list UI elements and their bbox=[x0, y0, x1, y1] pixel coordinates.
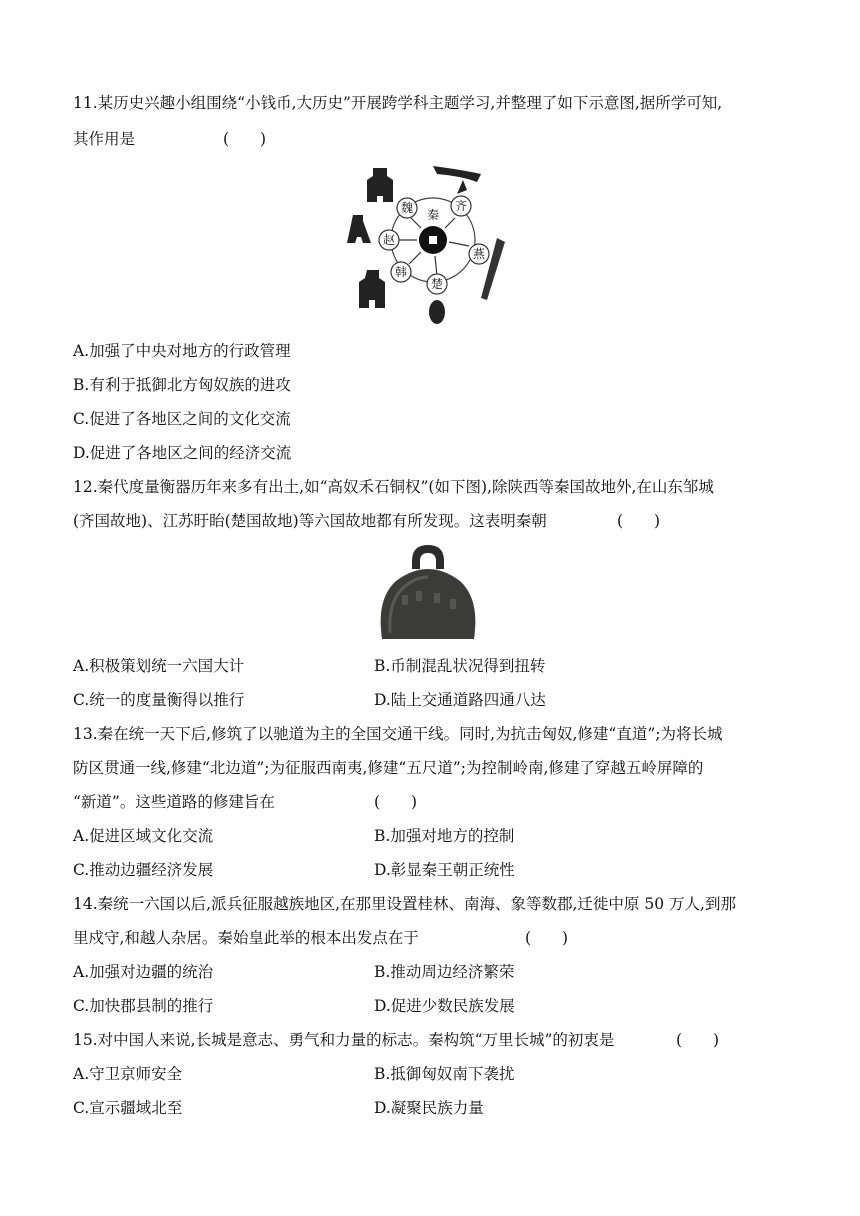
q14-stem-line1: 14.秦统一六国以后,派兵征服越族地区,在那里设置桂林、南海、象等数郡,迁徙中原 50 万人,到那 bbox=[73, 895, 736, 913]
q14-option-d: D.促进少数民族发展 bbox=[374, 997, 515, 1015]
q15-option-c: C.宣示疆域北至 bbox=[73, 1099, 183, 1117]
q12-stem-line2: (齐国故地)、江苏盱眙(楚国故地)等六国故地都有所发现。这表明秦朝 bbox=[73, 512, 547, 530]
q12-option-c: C.统一的度量衡得以推行 bbox=[73, 691, 245, 709]
spade-coin-icon bbox=[367, 168, 393, 202]
q13-option-c: C.推动边疆经济发展 bbox=[73, 861, 214, 879]
q14-stem-line2: 里戍守,和越人杂居。秦始皇此举的根本出发点在于 bbox=[73, 929, 419, 947]
state-label-wei: 魏 bbox=[400, 201, 414, 215]
q13-stem-line3: “新道”。这些道路的修建旨在 bbox=[73, 793, 275, 811]
state-label-zhao: 赵 bbox=[382, 233, 396, 247]
q14-answer-paren: ( ) bbox=[525, 929, 569, 947]
state-label-qi: 齐 bbox=[454, 199, 468, 213]
q12-stem-line1: 12.秦代度量衡器历年来多有出土,如“高奴禾石铜权”(如下图),除陕西等秦国故地外,在山东邹城 bbox=[73, 478, 714, 496]
q15-option-d: D.凝聚民族力量 bbox=[374, 1099, 484, 1117]
q11-option-a: A.加强了中央对地方的行政管理 bbox=[73, 342, 291, 360]
state-label-chu: 楚 bbox=[430, 277, 444, 291]
q13-option-b: B.加强对地方的控制 bbox=[374, 827, 515, 845]
q11-option-d: D.促进了各地区之间的经济交流 bbox=[73, 444, 292, 462]
q11-stem-line1: 11.某历史兴趣小组围绕“小钱币,大历史”开展跨学科主题学习,并整理了如下示意图,据所学可知, bbox=[73, 94, 723, 112]
q13-answer-paren: ( ) bbox=[374, 793, 418, 811]
q14-option-a: A.加强对边疆的统治 bbox=[73, 963, 214, 981]
q13-stem-line2: 防区贯通一线,修建“北边道”;为征服西南夷,修建“五尺道”;为控制岭南,修建了穿越五岭屏障的 bbox=[73, 759, 704, 777]
q12-option-b: B.币制混乱状况得到扭转 bbox=[374, 657, 546, 675]
q13-stem-line1: 13.秦在统一天下后,修筑了以驰道为主的全国交通干线。同时,为抗击匈奴,修建“直道”;为将长城 bbox=[73, 725, 723, 743]
coin-diagram bbox=[345, 160, 515, 330]
q12-answer-paren: ( ) bbox=[617, 512, 661, 530]
q11-answer-paren: ( ) bbox=[223, 130, 267, 148]
q15-option-a: A.守卫京师安全 bbox=[73, 1065, 183, 1083]
spade-coin-icon bbox=[347, 215, 371, 243]
q11-option-b: B.有利于抵御北方匈奴族的进攻 bbox=[73, 376, 291, 394]
q13-option-d: D.彰显秦王朝正统性 bbox=[374, 861, 515, 879]
q12-option-a: A.积极策划统一六国大计 bbox=[73, 657, 245, 675]
q14-option-b: B.推动周边经济繁荣 bbox=[374, 963, 515, 981]
state-label-yan: 燕 bbox=[472, 247, 486, 261]
q13-option-a: A.促进区域文化交流 bbox=[73, 827, 214, 845]
ant-nose-coin-icon bbox=[429, 300, 445, 324]
spade-coin-icon bbox=[359, 270, 385, 308]
bronze-weight-image bbox=[368, 543, 488, 643]
state-label-han: 韩 bbox=[394, 265, 408, 279]
q14-option-c: C.加快郡县制的推行 bbox=[73, 997, 214, 1015]
knife-coin-icon bbox=[433, 166, 481, 194]
q15-answer-paren: ( ) bbox=[676, 1031, 720, 1049]
q15-option-b: B.抵御匈奴南下袭扰 bbox=[374, 1065, 515, 1083]
center-state-label: 秦 bbox=[426, 208, 440, 222]
q12-option-d: D.陆上交通道路四通八达 bbox=[374, 691, 546, 709]
q15-stem-line1: 15.对中国人来说,长城是意志、勇气和力量的标志。秦构筑“万里长城”的初衷是 bbox=[73, 1031, 615, 1049]
q11-stem-line2: 其作用是 bbox=[73, 130, 136, 148]
q11-option-c: C.促进了各地区之间的文化交流 bbox=[73, 410, 291, 428]
